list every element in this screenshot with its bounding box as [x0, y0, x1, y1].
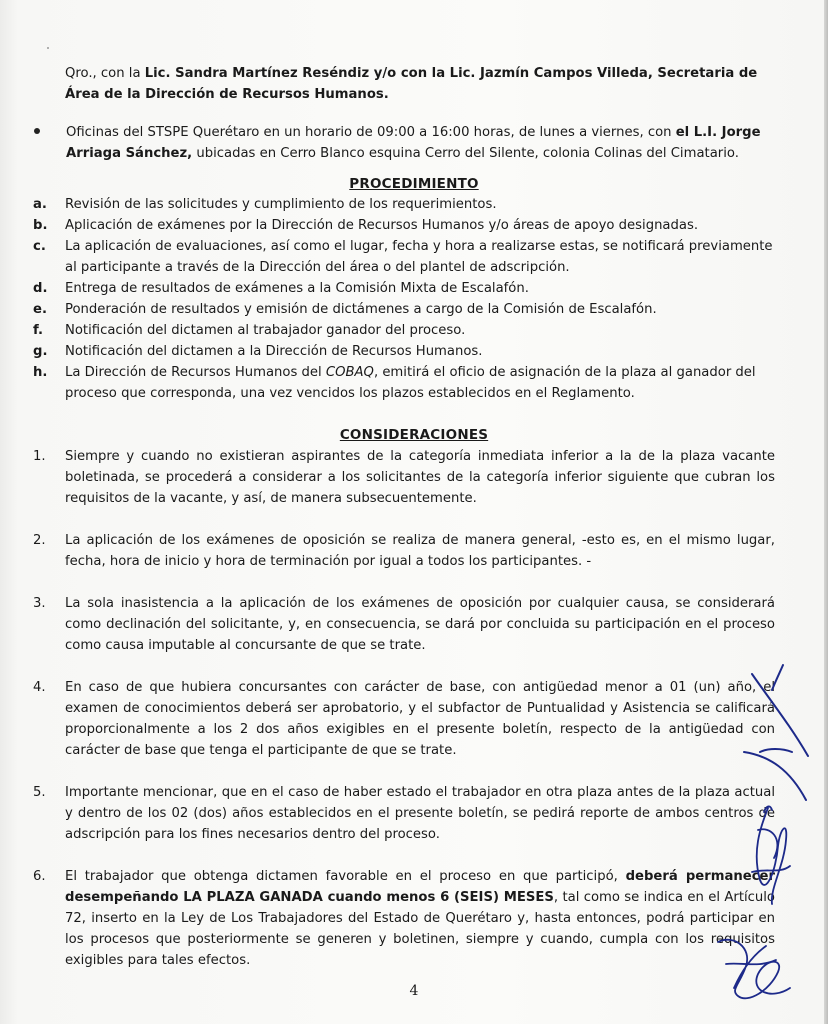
consideraciones-heading: CONSIDERACIONES — [339, 427, 489, 443]
item-label: a. — [33, 197, 47, 212]
item-text: Ponderación de resultados y emisión de dictámenes a cargo de la Comisión de Escalafón. — [65, 302, 657, 317]
list-item — [33, 341, 775, 362]
procedimiento-list — [33, 194, 775, 404]
bullet-icon — [33, 122, 66, 164]
item-text-a: La Dirección de Recursos Humanos del — [65, 365, 326, 380]
list-item — [33, 593, 775, 656]
bullet-text: Oficinas del STSPE Querétaro en un horario de 09:00 a 16:00 horas, de lunes a viernes, con — [66, 125, 676, 140]
list-item — [33, 278, 775, 299]
list-item — [33, 215, 775, 236]
item-label: 4. — [33, 680, 46, 695]
intro-bold: Lic. Sandra Martínez Reséndiz y/o con la Lic. Jazmín Campos Villeda, Secretaria de Área de la Dirección de Recursos Humanos. — [65, 66, 758, 102]
item-text-6 — [65, 866, 775, 971]
list-item — [33, 320, 775, 341]
list-item — [33, 782, 775, 845]
item-text-b: , tal como se indica en el Artículo 72, inserto en la Ley de Los Trabajadores del Estado de Querétaro y, hasta entonces, podrá participar en los procesos que posteriormente se generen y boletinen, siempre y cuando, cumpla con los requisitos exigibles para tales efectos. — [65, 890, 775, 968]
item-label: 6. — [33, 869, 46, 884]
list-item — [33, 362, 775, 404]
item-text-h — [65, 362, 775, 404]
consideraciones-list — [33, 446, 775, 992]
bullet-body — [66, 122, 775, 164]
item-bold: deberá permanecer desempeñando LA PLAZA GANADA cuando menos 6 (SEIS) MESES — [65, 869, 775, 905]
procedimiento-heading: PROCEDIMIENTO — [349, 176, 479, 192]
item-text: La sola inasistencia a la aplicación de los exámenes de oposición por cualquier causa, se considerará como declinación del solicitante, y, en consecuencia, se dará por concluida su participación en el proceso como causa imputable al concursante de que se trate. — [65, 596, 775, 653]
item-label: 3. — [33, 596, 46, 611]
item-text: En caso de que hubiera concursantes con carácter de base, con antigüedad menor a 01 (un) año, el examen de conocimientos deberá ser aprobatorio, y el subfactor de Puntualidad y Asistencia se calificará proporcionalmente a los 2 dos años exigibles en el presente boletín, respecto de la antigüedad con carácter de base que tenga el participante de que se trate. — [65, 680, 775, 758]
page-number: 4 — [409, 983, 419, 999]
item-text: Importante mencionar, que en el caso de haber estado el trabajador en otra plaza antes de la plaza actual y dentro de los 02 (dos) años establecidos en el presente boletín, se pedirá reporte de ambos centros de adscripción para los fines necesarios dentro del proceso. — [65, 785, 775, 842]
item-text: La aplicación de los exámenes de oposición se realiza de manera general, -esto es, en el mismo lugar, fecha, hora de inicio y hora de terminación por igual a todos los participantes. - — [65, 533, 775, 569]
item-text: Notificación del dictamen a la Dirección de Recursos Humanos. — [65, 344, 483, 359]
item-text-b: , emitirá el oficio de asignación de la plaza al ganador del proceso que corresponda, una vez vencidos los plazos establecidos en el Reglamento. — [65, 365, 756, 401]
list-item — [33, 446, 775, 509]
item-label: d. — [33, 281, 48, 296]
item-label: f. — [33, 323, 44, 338]
list-item — [33, 677, 775, 761]
item-label: h. — [33, 365, 48, 380]
item-text-a: El trabajador que obtenga dictamen favorable en el proceso en que participó, — [65, 869, 626, 884]
item-text: Revisión de las solicitudes y cumplimiento de los requerimientos. — [65, 197, 497, 212]
item-text: Entrega de resultados de exámenes a la Comisión Mixta de Escalafón. — [65, 281, 529, 296]
office-bullet — [33, 122, 775, 164]
page-edge — [824, 0, 828, 1024]
item-label: c. — [33, 239, 46, 254]
list-item — [33, 866, 775, 971]
item-text: Notificación del dictamen al trabajador ganador del proceso. — [65, 323, 466, 338]
item-label: g. — [33, 344, 48, 359]
item-label: 5. — [33, 785, 46, 800]
item-label: b. — [33, 218, 48, 233]
list-item — [33, 530, 775, 572]
bullet-suffix: ubicadas en Cerro Blanco esquina Cerro del Silente, colonia Colinas del Cimatario. — [192, 146, 739, 161]
bullet-bold: el L.I. Jorge Arriaga Sánchez, — [66, 125, 761, 161]
paper-speck — [47, 47, 49, 49]
item-text: Siempre y cuando no existieran aspirantes de la categoría inmediata inferior a la de la plaza vacante boletinada, se procederá a considerar a los solicitantes de la categoría inferior siguiente que cubran los requisitos de la vacante, y así, de manera subsecuentemente. — [65, 449, 775, 506]
list-item — [33, 236, 775, 278]
intro-paragraph — [33, 63, 777, 105]
item-text: Aplicación de exámenes por la Dirección de Recursos Humanos y/o áreas de apoyo designadas. — [65, 218, 699, 233]
item-label: 1. — [33, 449, 46, 464]
list-item — [33, 299, 775, 320]
intro-prefix: Qro., con la — [65, 66, 145, 81]
item-label: 2. — [33, 533, 46, 548]
item-label: e. — [33, 302, 47, 317]
item-italic: COBAQ — [325, 365, 374, 380]
item-text: La aplicación de evaluaciones, así como el lugar, fecha y hora a realizarse estas, se notificará previamente al participante a través de la Dirección del área o del plantel de adscripción. — [65, 239, 773, 275]
list-item — [33, 194, 775, 215]
